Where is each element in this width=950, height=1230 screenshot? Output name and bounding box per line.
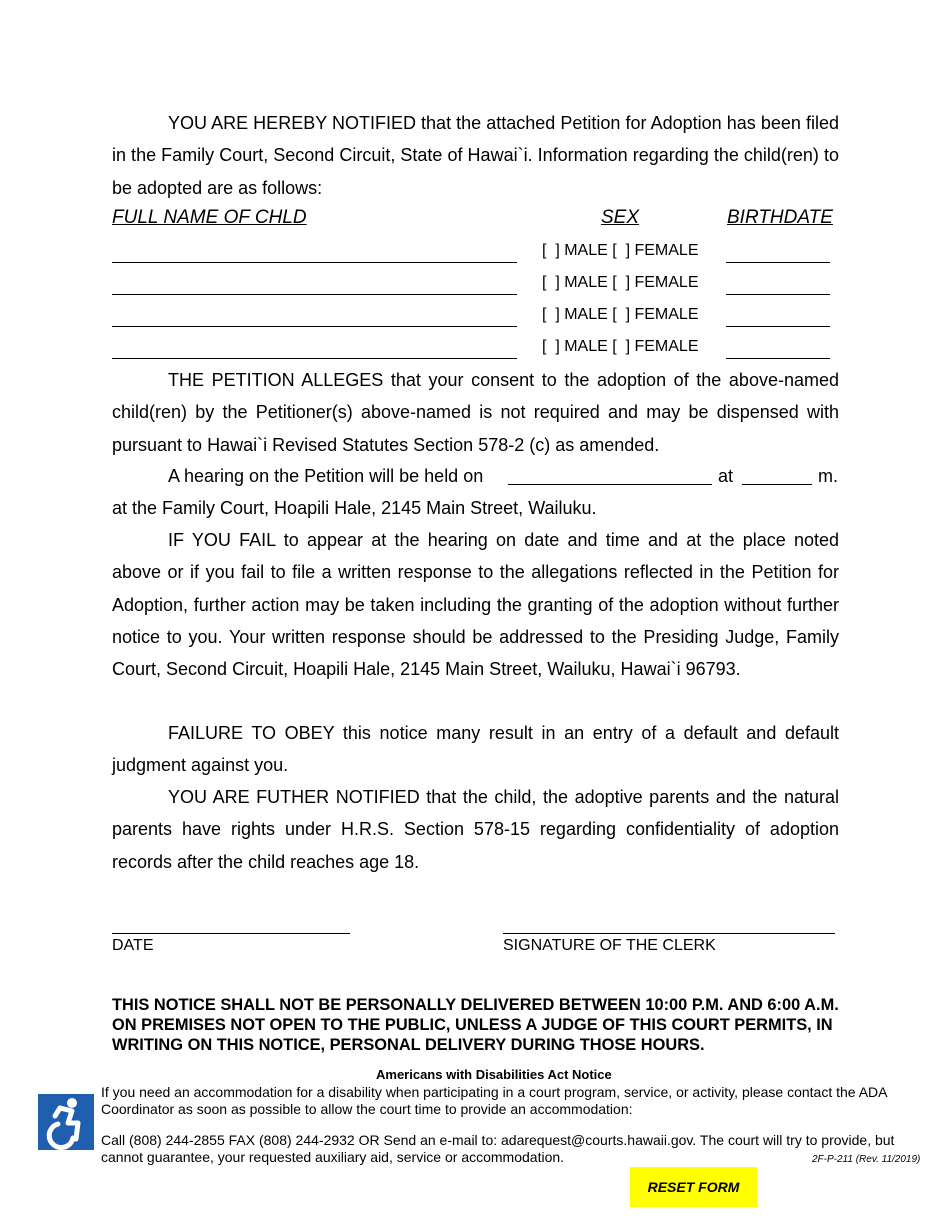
failure-to-obey-paragraph: FAILURE TO OBEY this notice many result in an entry of a default and default judgment against you.: [112, 723, 839, 776]
petition-alleges-paragraph: THE PETITION ALLEGES that your consent to the adoption of the above-named child(ren) by the Petitioner(s) above-named is not required and may be dispensed with pursuant to Hawai`i Revised Statutes Section 578-2 (c) as amended.: [112, 370, 839, 455]
child-name-field[interactable]: [112, 240, 517, 263]
if-you-fail-paragraph: IF YOU FAIL to appear at the hearing on date and time and at the place noted above or if you fail to file a written response to the allegations reflected in the Petition for Adoption, further action may be taken including the granting of the adoption without further notice to you. Your written response should be addressed to the Presiding Judge, Family Court, Second Circuit, Hoapili Hale, 2145 Main Street, Wailuku, Hawai`i 96793.: [112, 530, 839, 680]
hearing-line: A hearing on the Petition will be held on at m.: [168, 466, 838, 486]
child-name-field[interactable]: [112, 336, 517, 359]
child-name-field[interactable]: [112, 272, 517, 295]
accessibility-icon: [38, 1094, 94, 1150]
sex-options[interactable]: [ ] MALE [ ] FEMALE: [542, 242, 699, 259]
hearing-time-field[interactable]: [742, 466, 812, 485]
clerk-signature-line[interactable]: [503, 933, 835, 934]
sex-options[interactable]: [ ] MALE [ ] FEMALE: [542, 306, 699, 323]
column-header-sex: SEX: [601, 207, 640, 228]
ada-text-2: Call (808) 244-2855 FAX (808) 244-2932 OR Send an e-mail to: adarequest@courts.hawaii.gov. The court will try to provide, but cannot guarantee, your requested auxiliary aid, service or accommodation.: [101, 1132, 895, 1165]
ada-title: Americans with Disabilities Act Notice: [376, 1067, 612, 1082]
birthdate-field[interactable]: [726, 304, 830, 327]
birthdate-field[interactable]: [726, 272, 830, 295]
ada-text-1: If you need an accommodation for a disability when participating in a court program, service, or activity, please contact the ADA Coordinator as soon as possible to allow the court time to provide an accommodation:: [101, 1084, 887, 1117]
sex-options[interactable]: [ ] MALE [ ] FEMALE: [542, 338, 699, 355]
hearing-date-field[interactable]: [508, 466, 712, 485]
date-label: DATE: [112, 937, 154, 954]
clerk-signature-label: SIGNATURE OF THE CLERK: [503, 937, 716, 954]
date-line[interactable]: [112, 933, 350, 934]
child-name-field[interactable]: [112, 304, 517, 327]
column-header-birthdate: BIRTHDATE: [727, 207, 833, 228]
form-number: 2F-P-211 (Rev. 11/2019): [812, 1154, 921, 1165]
child-row: [112, 304, 839, 336]
further-notified-paragraph: YOU ARE FUTHER NOTIFIED that the child, the adoptive parents and the natural parents have rights under H.R.S. Section 578-15 regarding confidentiality of adoption records after the child reaches age 18.: [112, 787, 839, 872]
delivery-notice: THIS NOTICE SHALL NOT BE PERSONALLY DELIVERED BETWEEN 10:00 P.M. AND 6:00 A.M. ON PREMISES NOT OPEN TO THE PUBLIC, UNLESS A JUDGE OF THIS COURT PERMITS, IN WRITING ON THIS NOTICE, PERSONAL DELIVERY DURING THOSE HOURS.: [112, 996, 839, 1054]
birthdate-field[interactable]: [726, 336, 830, 359]
child-row: [112, 272, 839, 304]
reset-form-button[interactable]: RESET FORM: [630, 1167, 757, 1207]
sex-options[interactable]: [ ] MALE [ ] FEMALE: [542, 274, 699, 291]
birthdate-field[interactable]: [726, 240, 830, 263]
hearing-location: at the Family Court, Hoapili Hale, 2145 Main Street, Wailuku.: [112, 498, 597, 518]
column-header-name: FULL NAME OF CHLD: [112, 207, 307, 228]
intro-paragraph: YOU ARE HEREBY NOTIFIED that the attached Petition for Adoption has been filed in the Family Court, Second Circuit, State of Hawai`i. Information regarding the child(ren) to be adopted are as follows:: [112, 113, 839, 198]
child-row: [112, 240, 839, 272]
